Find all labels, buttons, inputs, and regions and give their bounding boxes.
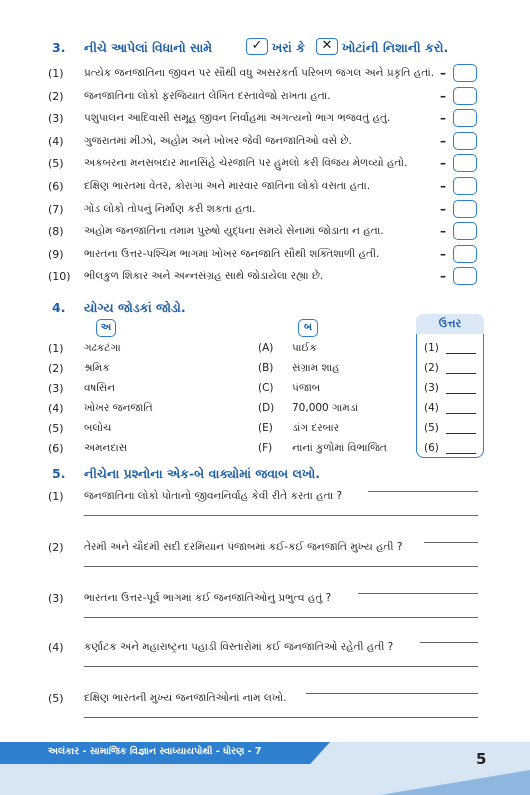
- answer-line[interactable]: [424, 542, 478, 543]
- question-number: (3): [48, 592, 64, 605]
- tick-mark-icon: ✓: [246, 38, 268, 55]
- question-number: (1): [48, 490, 64, 503]
- statement-dash: –: [440, 111, 446, 126]
- match-column-b-item: સંગ્રામ શાહ: [292, 362, 340, 374]
- question-number: (2): [48, 541, 64, 554]
- match-column-a-item: વષસિન: [84, 382, 116, 394]
- section-3-title-a: નીચે આપેલાં વિધાનો સામે: [84, 40, 213, 55]
- statement-dash: –: [440, 156, 446, 171]
- section-3-number: 3.: [52, 40, 66, 55]
- statement-dash: –: [440, 133, 446, 148]
- match-column-b-letter: (F): [258, 442, 273, 454]
- statement-number: (4): [48, 134, 64, 148]
- column-b-header: બ: [298, 319, 318, 337]
- match-row-number: (3): [48, 382, 64, 395]
- statement-text: ગુજરાતમાં મીઝો, અહોમ અને ખોખર જેવી જનજાતિઓ વસે છે.: [84, 134, 352, 147]
- section-3-title-c: ખોટાંની નિશાની કરો.: [342, 40, 449, 55]
- answer-line[interactable]: [84, 515, 478, 516]
- answer-checkbox[interactable]: [453, 87, 477, 105]
- match-column-b-item: 70,000 ગામડાં: [292, 402, 359, 414]
- statement-text: ગોંડ લોકો તોપનું નિર્માણ કરી શકતા હતા.: [84, 202, 256, 215]
- section-5-number: 5.: [52, 466, 66, 481]
- match-column-b-item: નાનાં કુળોમાં વિભાજિત: [292, 442, 387, 454]
- statement-text: ભીલકુળ શિકાર અને અન્નસંગ્રહ સાથે જોડાયેલા રહ્યા છે.: [84, 270, 324, 283]
- page-number: 5: [476, 750, 487, 768]
- cross-mark-icon: ✕: [316, 38, 338, 55]
- question-text: તેરમી અને ચૌદમી સદી દરમિયાન પંજાબમાં કઈ-કઈ જનજાતિ મુખ્ય હતી ?: [84, 541, 403, 553]
- footer-title: અલંકાર - સામાજિક વિજ્ઞાન સ્વાધ્યાયપોથી - ધોરણ - 7: [48, 746, 262, 757]
- match-column-b-item: પાઈક: [292, 342, 317, 354]
- answer-slot-line[interactable]: [446, 413, 476, 414]
- section-4-title: યોગ્ય જોડકાં જોડો.: [84, 300, 186, 315]
- match-row-number: (4): [48, 402, 64, 415]
- answer-checkbox[interactable]: [453, 267, 477, 285]
- match-column-b-item: ડાંગ દરબાર: [292, 422, 340, 434]
- answer-line[interactable]: [84, 566, 478, 567]
- statement-number: (2): [48, 89, 64, 103]
- statement-text: દક્ષિણ ભારતમાં વેતર, કોરાગા અને મારવાર જાતિના લોકો વસતા હતા.: [84, 180, 371, 192]
- statement-dash: –: [440, 179, 446, 193]
- statement-text: ભારતના ઉત્તર-પશ્ચિમ ભાગમાં ખોખર જનજાતિ સૌથી શક્તિશાળી હતી.: [84, 247, 380, 260]
- match-column-a-item: અમનદાસ: [84, 442, 128, 454]
- question-text: જનજાતિના લોકો પોતાનો જીવનનિર્વાહ કેવી રીતે કરતા હતા ?: [84, 490, 343, 502]
- statement-number: (5): [48, 157, 64, 171]
- answer-slot-line[interactable]: [446, 433, 476, 434]
- match-column-b-letter: (D): [258, 402, 275, 414]
- answer-checkbox[interactable]: [453, 109, 477, 127]
- question-number: (4): [48, 641, 64, 654]
- answer-line[interactable]: [358, 593, 478, 594]
- match-column-b-item: પંજાબ: [292, 382, 321, 394]
- match-column-a-item: બલોચ: [84, 422, 112, 434]
- match-column-b-letter: (B): [258, 362, 274, 374]
- statement-text: જનજાતિના લોકો ફરજિયાત લેખિત દસ્તાવેજો રાખતા હતા.: [84, 89, 331, 102]
- answer-line[interactable]: [84, 666, 478, 667]
- answer-slot-label: (6): [424, 442, 439, 454]
- match-column-a-item: ગઢકટંગા: [84, 342, 121, 354]
- question-text: કર્ણાટક અને મહારાષ્ટ્રના પહાડી વિસ્તારોમાં કઈ જનજાતિઓ રહેતી હતી ?: [84, 641, 394, 653]
- statement-number: (10): [48, 270, 71, 284]
- answer-checkbox[interactable]: [453, 154, 477, 172]
- answer-slot-label: (3): [424, 382, 439, 394]
- question-text: ભારતના ઉત્તર-પૂર્વ ભાગમાં કઈ જનજાતિઓનું પ્રભુત્વ હતું ?: [84, 592, 332, 604]
- match-column-a-item: ખોખર જનજાતિ: [84, 402, 153, 414]
- statement-text: અકબરના મનસબદાર માનસિંહે ચેરજાતિ પર હુમલો કરી વિજય મેળવ્યો હતો.: [84, 157, 408, 170]
- statement-number: (6): [48, 180, 64, 193]
- match-row-number: (2): [48, 362, 64, 375]
- answer-slot-line[interactable]: [446, 393, 476, 394]
- answer-checkbox[interactable]: [453, 200, 477, 218]
- statement-dash: –: [440, 88, 446, 103]
- answer-slot-line[interactable]: [446, 453, 476, 454]
- answer-line[interactable]: [368, 491, 478, 492]
- answer-slot-line[interactable]: [446, 373, 476, 374]
- match-row-number: (1): [48, 342, 64, 355]
- statement-number: (7): [48, 202, 64, 216]
- answer-slot-label: (5): [424, 422, 439, 434]
- match-column-b-letter: (A): [258, 342, 274, 354]
- match-column-b-letter: (E): [258, 422, 273, 434]
- column-a-header: અ: [96, 319, 116, 337]
- match-row-number: (5): [48, 422, 64, 435]
- match-row-number: (6): [48, 442, 64, 455]
- statement-number: (8): [48, 225, 64, 239]
- answer-slot-label: (4): [424, 402, 439, 414]
- question-number: (5): [48, 692, 64, 705]
- section-3-title: [84, 40, 212, 56]
- answer-checkbox[interactable]: [453, 177, 477, 195]
- answer-line[interactable]: [84, 617, 478, 618]
- answer-slot-label: (2): [424, 362, 439, 374]
- statement-number: (9): [48, 247, 64, 261]
- statement-dash: –: [440, 66, 446, 80]
- statement-text: પશુપાલન આદિવાસી સમૂહ જીવન નિર્વાહમાં અગત્યનો ભાગ ભજવતું હતું.: [84, 112, 391, 125]
- answer-checkbox[interactable]: [453, 64, 477, 82]
- statement-text: પ્રત્યેક જનજાતિના જીવન પર સૌથી વધુ અસરકર્તા પરિબળ જંગલ અને પ્રકૃતિ હતાં.: [84, 67, 435, 79]
- statement-dash: –: [440, 246, 446, 261]
- section-5-title: નીચેના પ્રશ્નોના એક-બે વાક્યોમાં જવાબ લખો.: [84, 466, 321, 481]
- answer-checkbox[interactable]: [453, 222, 477, 240]
- statement-dash: –: [440, 224, 446, 239]
- answer-line[interactable]: [306, 693, 478, 694]
- answer-slot-label: (1): [424, 342, 439, 354]
- answer-line[interactable]: [84, 717, 478, 718]
- statement-number: (1): [48, 67, 64, 80]
- section-3-title-b: ખરાં કે: [272, 40, 305, 55]
- answer-line[interactable]: [420, 642, 478, 643]
- section-4-number: 4.: [52, 300, 66, 315]
- statement-number: (3): [48, 112, 64, 126]
- answer-box-header: ઉત્તર: [416, 314, 484, 334]
- answer-checkbox[interactable]: [453, 132, 477, 150]
- statement-text: અહોમ જનજાતિના તમામ પુરુષો યુદ્ધના સમયે સેનામાં જોડાતા ન હતા.: [84, 225, 384, 238]
- statement-dash: –: [440, 269, 446, 284]
- match-column-a-item: શ્રમિક: [84, 362, 110, 374]
- statement-dash: –: [440, 201, 446, 216]
- match-column-b-letter: (C): [258, 382, 274, 394]
- answer-checkbox[interactable]: [453, 245, 477, 263]
- answer-slot-line[interactable]: [446, 353, 476, 354]
- question-text: દક્ષિણ ભારતની મુખ્ય જનજાતિઓનાં નામ લખો.: [84, 692, 287, 704]
